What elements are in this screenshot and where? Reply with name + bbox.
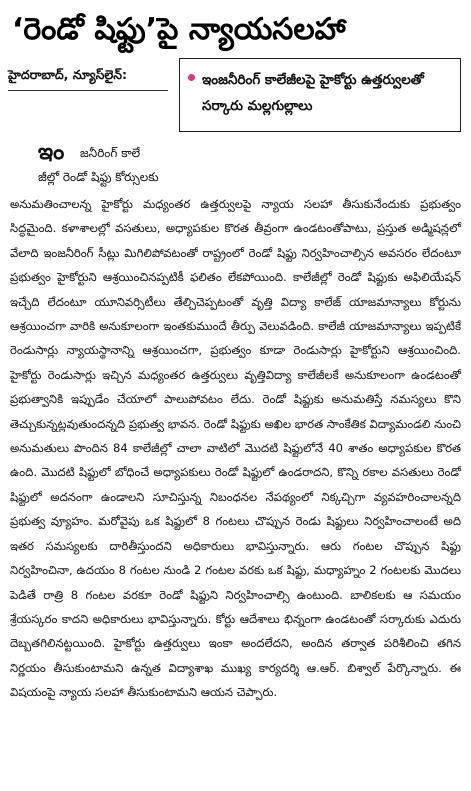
dateline: హైదరాబాద్, న్యూస్‌లైన్: xyxy=(8,67,128,82)
callout-text: ఇంజనీరింగ్ కాలేజీలపై హైకోర్టు ఉత్తర్వులతో సర్కారు మల్లగుల్లాలు xyxy=(202,72,424,114)
callout-box xyxy=(179,58,461,132)
dateline-underline xyxy=(8,90,168,91)
drop-cap: ఇం xyxy=(38,140,65,165)
article-body: అనుమతించాలన్న హైకోర్టు మధ్యంతర ఉత్తర్వులపై న్యాయ సలహా తీసుకునేందుకు ప్రభుత్వం సిద్ధమైంది. కళాశాలల్లో వసతులు, అధ్యాపకుల కొరత తీవ్రంగా ఉండటంతోపాటు, ప్రస్తుత అడ్మిషన్లలో వేలాది ఇంజనీరింగ్ సీట్లు మిగిలిపోవటంతో రాష్ట్రంలో రెండో షిఫ్టు నిర్వహించాల్సిన అవసరం లేదంటూ ప్రభుత్వం హైకోర్టుని ఆశ్రయించినప్పటికీ ఫలితం లేకపోయింది. కాలేజీల్లో రెండో షిఫ్టుకు అఫిలియేషన్ ఇచ్చేది లేదంటూ యూనివర్సిటీలు తేల్చిచెప్పటంతో వృత్తి విద్యా కాలేజ్ యాజమాన్యాలు కోర్టును ఆశ్రయించగా వారికి అనుకూలంగా ఇంతకుముందే తీర్పు వెలువడింది. కాలేజీ యాజమాన్యాలు ఇప్పటికే రెండుసార్లు న్యాయస్థానాన్ని ఆశ్రయించగా, ప్రభుత్వం కూడా రెండుసార్లు హైకోర్టుని ఆశ్రయించింది. హైకోర్టు రెండుసార్లు ఇచ్చిన మధ్యంతర ఉత్తర్వులు వృత్తివిద్యా కాలేజీలకే అనుకూలంగా ఉండటంతో ప్రభుత్వానికి ఇప్పుడేం చేయాలో పాలుపోవటం లేదు. రెండో షిఫ్టుకు అనుమతిస్తే నమస్యలు కొని తెచ్చుకున్నట్లవుతుందన్నది ప్రభుత్వ భావన. రెండో షిఫ్టుకు అఖిల భారత సాంకేతిక విద్యామండలి నుంచి అనుమతులు పొందిన 84 కాలేజీల్లో చాలా వాటిలో మొదటి షిఫ్టులోనే 40 శాతం అధ్యాపకుల కొరత ఉంది. మొదటి షిఫ్టులో బోధించే అధ్యాపకులు రెండో షిఫ్టులో ఉండరాదని, కొన్ని రకాల వసతులు రెండో షిఫ్టులో అదనంగా ఉండాలని సూచిస్తున్న నిబంధనల నేపథ్యంలో నిక్కచ్చిగా వ్యవహరించాలన్నది ప్రభుత్వ వ్యూహం. మరోవైపు ఒక షిఫ్టులో 8 గంటలు చొప్పున రెండు షిఫ్టులు నిర్వహించాలంటే అది ఇతర సమస్యలకు దారితీస్తుందని అధికారులు భావిస్తున్నారు. ఆరు గంటల చొప్పున షిఫ్టు నిర్వహించినా, ఉదయం 8 గంటల నుండి 2 గంటల వరకు ఒక షిఫ్టు, మధ్యాహ్నం 2 గంటలకు మొదలు పెడితే రాత్రి 8 గంటల వరకూ రెండో షిఫ్టుని నిర్వహించాల్సి ఉంటుంది. బాలికలకు ఆ సమయం శ్రేయస్కరం కాదని అధికారులు భావిస్తున్నారు. కోర్టు ఆదేశాలు భిన్నంగా ఉండటంతో సర్కారుకు ఎదురు దెబ్బతగిలినట్టయింది. హైకోర్టు ఉత్తర్వులు ఇంకా అందలేదని, అందిన తర్వాత పరిశీలించి తగిన నిర్ణయం తీసుకుంటామని ఉన్నత విద్యాశాఖ ముఖ్య కార్యదర్శి ఆ.ఆర్. బిశ్వాల్ పేర్కొన్నారు. ఈ విషయంపై న్యాయ సలహా తీసుకుంటామని ఆయన చెప్పారు. xyxy=(10,197,461,700)
article-headline: ‘రెండో షిఫ్టు’పై న్యాయసలహా xyxy=(12,12,346,47)
header-row xyxy=(8,58,463,136)
bullet-icon xyxy=(188,74,195,81)
lead-paragraph-start xyxy=(8,140,463,192)
lead-line-1: జనీరింగ్ కాలే xyxy=(80,146,141,160)
lead-line-2: జీల్లో రెండో షిఫ్టు కోర్సులకు xyxy=(38,170,159,184)
